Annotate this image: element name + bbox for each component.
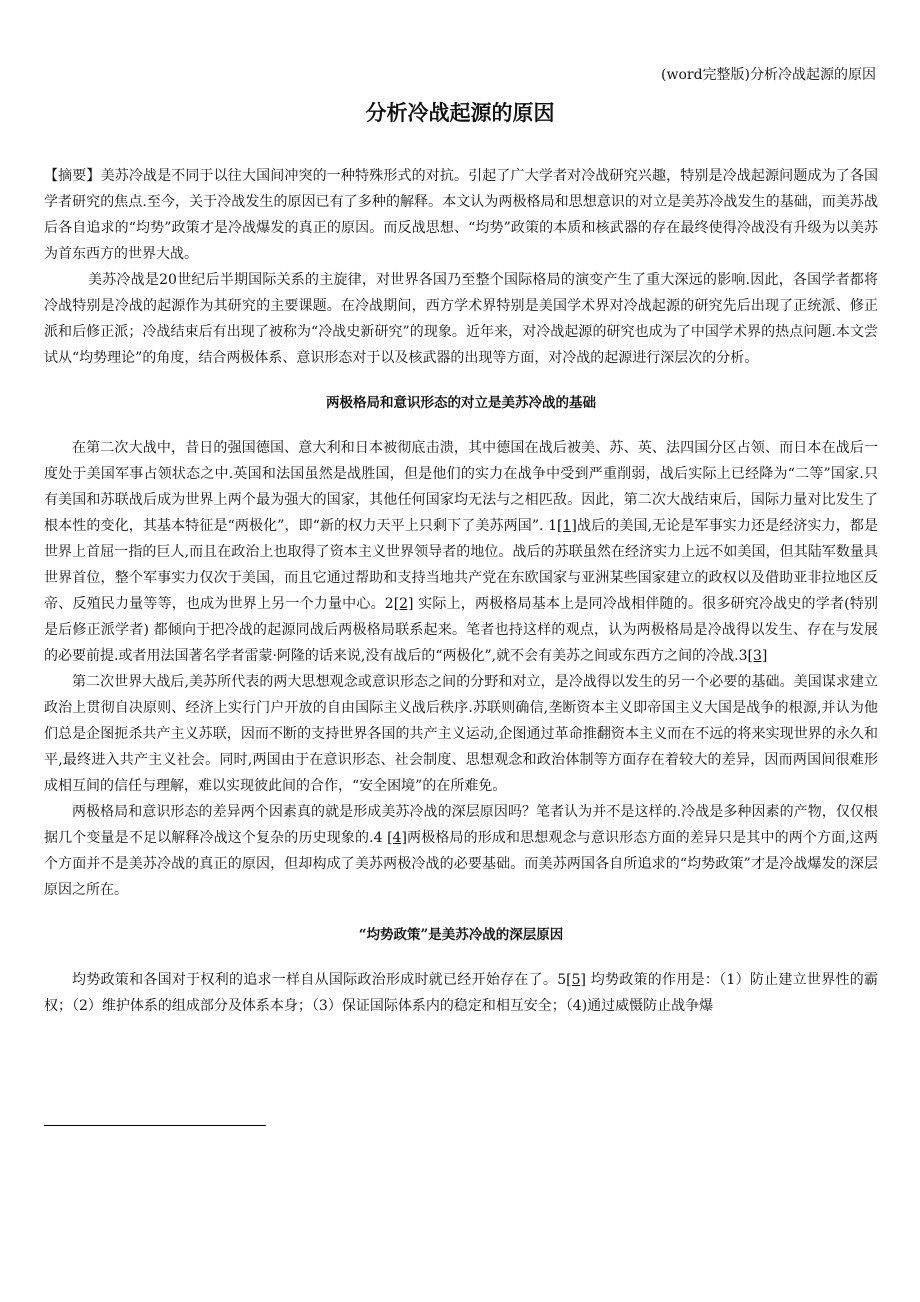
- paragraph-text: 战后的美国,无论是军事实力还是经济实力，都是世界上首屈一指的巨人,而且在政治上也取得了资本主义世界领导者的地位。战后的苏联虽然在经济实力上远不如美国，但其陆军数量具世界首位，整个军事实力仅次于美国，而且它通过帮助和支持当地共产党在东欧国家与亚洲某些国家建立的政权以及借助亚非拉地区反帝、反殖民力量等等，也成为世界上另一个力量中心。2: [44, 518, 879, 612]
- section1-paragraph-3: [44, 799, 878, 903]
- section2-paragraph-1: [44, 967, 878, 1019]
- section1-paragraph-1: [44, 435, 878, 669]
- section1-paragraph-2: 第二次世界大战后,美苏所代表的两大思想观念或意识形态之间的分野和对立，是冷战得以发生的另一个必要的基础。美国谋求建立政治上贯彻自决原则、经济上实行门户开放的自由国际主义战后秩序.苏联则确信,垄断资本主义即帝国主义大国是战争的根源,并认为他们总是企图扼杀共产主义苏联，因而不断的支持世界各国的共产主义运动,企图通过革命推翻资本主义而在不远的将来实现世界的永久和平,最终进入共产主义社会。同时,两国由于在意识形态、社会制度、思想观念和政治体制等方面存在着较大的差异，因而两国间很难形成相互间的信任与理解，难以实现彼此间的合作，“安全困境”的在所难免。: [44, 674, 878, 794]
- section-heading-1: 两极格局和意识形态的对立是美苏冷战的基础: [326, 395, 596, 411]
- paragraph-text: 实际上，两极格局基本上是同冷战相伴随的。很多研究冷战史的学者(特别是后修正派学者) 都倾向于把冷战的起源同战后两极格局联系起来。笔者也持这样的观点，认为两极格局是冷战得以发生、存在与发展的必要前提.或者用法国著名学者雷蒙·阿隆的话来说,没有战后的“两极化”,就不会有美苏之间或东西方之间的冷战.3: [44, 596, 878, 664]
- footnote-ref-1[interactable]: [1]: [557, 518, 577, 534]
- abstract-text: 美苏冷战是不同于以往大国间冲突的一种特殊形式的对抗。引起了广大学者对冷战研究兴趣，特别是冷战起源问题成为了各国学者研究的焦点.至今，关于冷战发生的原因已有了多种的解释。本文认为两极格局和思想意识的对立是美苏冷战发生的基础，而美苏战后各自追求的“均势”政策才是冷战爆发的真正的原因。而反战思想、“均势”政策的本质和核武器的存在最终使得冷战没有升级为以美苏为首东西方的世界大战。: [44, 168, 879, 262]
- intro-paragraph: 美苏冷战是20世纪后半期国际关系的主旋律，对世界各国乃至整个国际格局的演变产生了重大深远的影响.因此，各国学者都将冷战特别是冷战的起源作为其研究的主要课题。在冷战期间，西方学术界特别是美国学术界对冷战起源的研究先后出现了正统派、修正派和后修正派；冷战结束后有出现了被称为“冷战史新研究”的现象。近年来，对冷战起源的研究也成为了中国学术界的热点问题.本文尝试从“均势理论”的角度，结合两极体系、意识形态对于以及核武器的出现等方面，对冷战的起源进行深层次的分析。: [44, 272, 878, 366]
- abstract-paragraph: [44, 163, 878, 267]
- paragraph-text: 两极格局和意识形态的差异两个因素真的就是形成美苏冷战的深层原因吗？笔者认为并不是这样的.冷战是多种因素的产物，仅仅根据几个变量是不足以解释冷战这个复杂的历史现象的.4: [44, 804, 878, 846]
- paragraph-text: 均势政策和各国对于权利的追求一样自从国际政治形成时就已经开始存在了。5: [72, 972, 567, 988]
- footnote-separator: [44, 1125, 266, 1126]
- running-header: (word完整版)分析冷战起源的原因: [661, 67, 876, 83]
- page-title: 分析冷战起源的原因: [365, 101, 555, 125]
- footnote-ref-3[interactable]: [3]: [747, 648, 768, 664]
- paragraph-text: 在第二次大战中，昔日的强国德国、意大利和日本被彻底击溃，其中德国在战后被美、苏、英、法四国分区占领、而日本在战后一度处于美国军事占领状态之中.英国和法国虽然是战胜国，但是他们的实力在战争中受到严重削弱，战后实际上已经降为“二等”国家.只有美国和苏联战后成为世界上两个最为强大的国家，其他任何国家均无法与之相匹敌。因此，第二次大战结束后，国际力量对比发生了根本性的变化，其基本特征是“两极化”，即“新的权力天平上只剩下了美苏两国”. 1: [44, 440, 878, 534]
- abstract-label: 【摘要】: [44, 168, 101, 184]
- document-body: [44, 163, 878, 1019]
- footnote-ref-5[interactable]: [5]: [566, 972, 586, 988]
- section-heading-2: “均势政策”是美苏冷战的深层原因: [358, 927, 564, 943]
- footnote-ref-4[interactable]: [4]: [387, 830, 407, 846]
- footnote-ref-2[interactable]: [2]: [393, 596, 414, 612]
- paragraph-text: 均势政策的作用是：（1）防止建立世界性的霸权；（2）维护体系的组成部分及体系本身；（3）保证国际体系内的稳定和相互安全；（4)通过威慑防止战争爆: [44, 972, 879, 1014]
- paragraph-text: 两极格局的形成和思想观念与意识形态方面的差异只是其中的两个方面,这两个方面并不是美苏冷战的真正的原因，但却构成了美苏两极冷战的必要基础。而美苏两国各自所追求的“均势政策”才是冷战爆发的深层原因之所在。: [44, 830, 878, 898]
